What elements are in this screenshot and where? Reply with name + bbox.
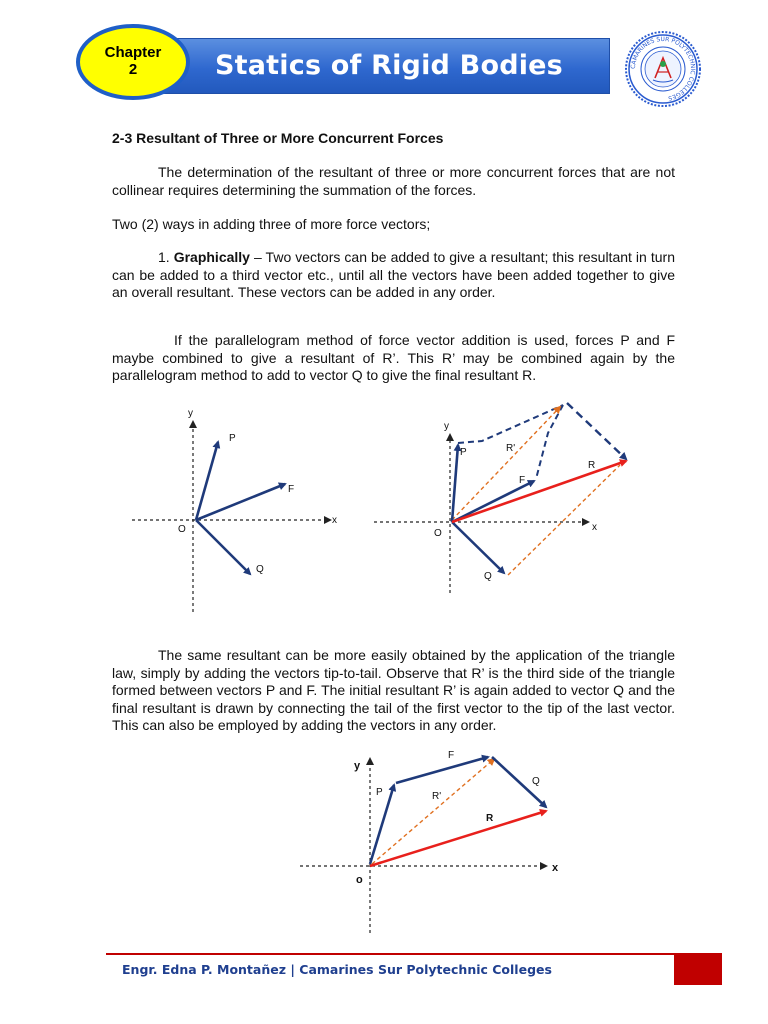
y-axis-label: y (354, 760, 361, 772)
vector-p (452, 445, 458, 522)
label-p: P (460, 447, 467, 458)
origin-label: O (178, 524, 186, 535)
graphically-description: – Two vectors can be added to give a resultant; this resultant in turn can be added to a third vector etc., until all the vectors have been added together to give an overall resultant. These vectors can be added in any order. (112, 249, 675, 300)
paragraph-two-ways: Two (2) ways in adding three of more force vectors; (112, 216, 431, 232)
construction-r-prime (372, 759, 494, 864)
footer-divider (106, 953, 722, 955)
vector-q (196, 520, 250, 574)
parallelogram-side-r (567, 403, 626, 459)
paragraph-parallelogram: If the parallelogram method of force vector addition is used, forces P and F maybe combined to give a resultant of R’. This R’ may be combined again by the parallelogram method to add to vector Q to give the final resultant R. (112, 332, 675, 383)
page-title: Statics of Rigid Bodies (215, 50, 563, 81)
x-axis-label: x (332, 515, 337, 526)
label-f: F (448, 750, 455, 761)
paragraph-intro: The determination of the resultant of three or more concurrent forces that are not collinear requires determining the summation of the forces. (112, 164, 675, 198)
y-axis-label: y (188, 408, 193, 419)
figure-parallelogram-method (370, 395, 645, 595)
vector-r-resultant (370, 811, 546, 866)
figure-concurrent-forces (120, 400, 350, 615)
vector-q (452, 522, 504, 573)
origin-label: O (434, 528, 442, 539)
seal-emblem-icon (645, 51, 681, 87)
parallelogram-side-f-rprime (536, 405, 563, 479)
label-r: R (486, 813, 494, 824)
footer-accent-box (674, 955, 722, 985)
college-seal-logo (624, 30, 702, 108)
origin-label: o (356, 874, 363, 886)
y-axis-label: y (444, 421, 449, 432)
parallelogram-side-p-rprime (458, 405, 563, 443)
footer-author: Engr. Edna P. Montañez | Camarines Sur Polytechnic Colleges (122, 962, 552, 977)
chapter-badge (76, 24, 190, 100)
label-f: F (288, 484, 295, 495)
label-q: Q (532, 776, 540, 787)
figure-triangle-method (298, 745, 573, 935)
x-axis-label: x (592, 522, 597, 533)
x-axis-label: x (552, 862, 559, 874)
label-r-prime: R' (506, 443, 516, 454)
vector-p (196, 442, 218, 520)
seal-text: CAMARINES SUR POLYTECHNIC COLLEGES (629, 35, 697, 102)
label-f: F (519, 475, 526, 486)
paragraph-triangle-law: The same resultant can be more easily obtained by the application of the triangle law, simply by adding the vectors tip-to-tail. Observe that R’ is the third side of the triangle formed between vectors P and F. The initial resultant R’ is again added to vector Q and the final resultant is drawn by connecting the tail of the first vector to the tip of the last vector. This can also be employed by adding the vectors in any order. (112, 647, 675, 733)
vector-f (396, 757, 488, 783)
section-title: 2-3 Resultant of Three or More Concurrent Forces (112, 130, 444, 146)
label-q: Q (484, 571, 492, 582)
label-p: P (229, 433, 236, 444)
vector-f (452, 481, 534, 522)
label-q: Q (256, 564, 264, 575)
label-r-prime: R' (432, 791, 442, 802)
vector-f (196, 484, 285, 520)
vector-r-resultant (452, 461, 626, 522)
term-graphically: Graphically (173, 249, 250, 265)
paragraph-graphically (112, 249, 675, 302)
chapter-label: Chapter (104, 44, 162, 61)
chapter-number: 2 (128, 61, 138, 78)
list-number: 1. (158, 249, 174, 265)
label-p: P (376, 787, 383, 798)
label-r: R (588, 460, 596, 471)
